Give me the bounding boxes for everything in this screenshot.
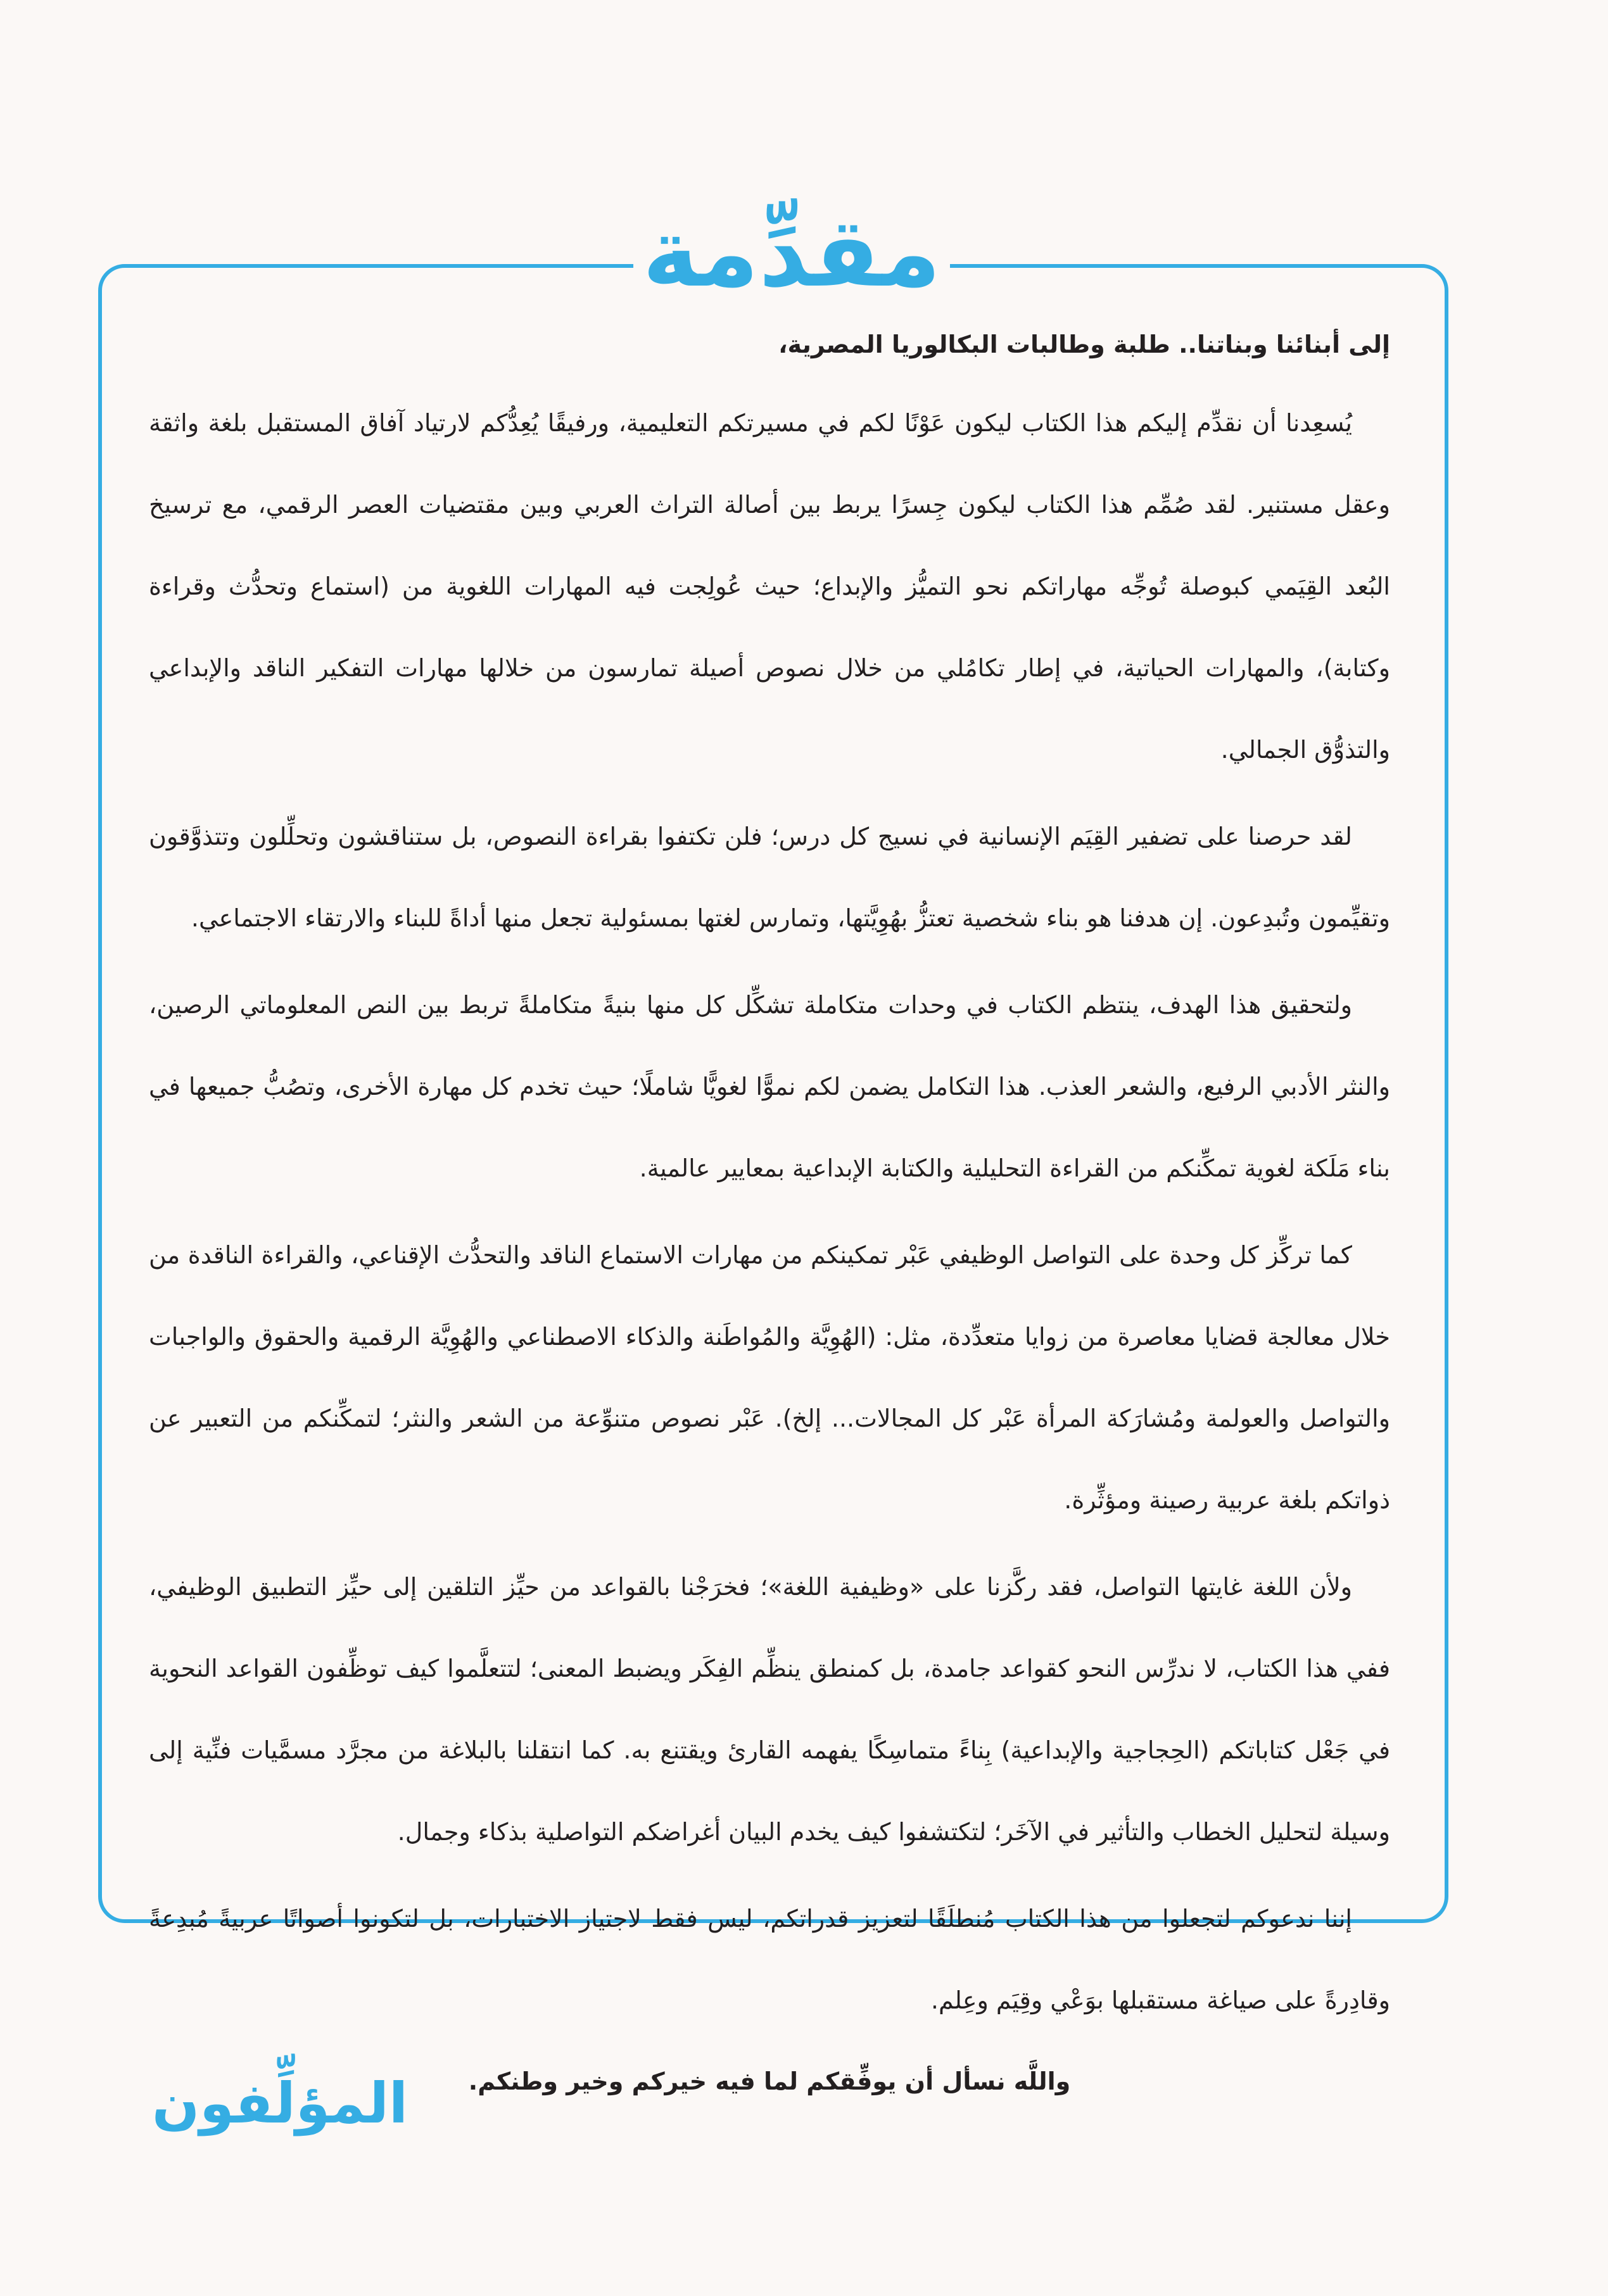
introduction-body (149, 310, 1390, 2116)
closing-line: واللَّه نسأل أن يوفِّقكم لما فيه خيركم وخير وطنكم. (468, 2067, 1071, 2095)
paragraph-1: يُسعِدنا أن نقدِّم إليكم هذا الكتاب ليكون عَوْنًا لكم في مسيرتكم التعليمية، ورفيقًا يُعِدُّكم لارتياد آفاق المستقبل بلغة واثقة وعقل مستنير. لقد صُمِّم هذا الكتاب ليكون جِسرًا يربط بين أصالة التراث العربي وبين مقتضيات العصر الرقمي، مع ترسيخ البُعد القِيَمي كبوصلة تُوجِّه مهاراتكم نحو التميُّز والإبداع؛ حيث عُولِجت فيه المهارات اللغوية من (استماع وتحدُّث وقراءة وكتابة)، والمهارات الحياتية، في إطار تكامُلي من خلال نصوص أصيلة تمارسون من خلالها مهارات التفكير الناقد والإبداعي والتذوُّق الجمالي. (149, 409, 1390, 764)
paragraph-2: لقد حرصنا على تضفير القِيَم الإنسانية في نسيج كل درس؛ فلن تكتفوا بقراءة النصوص، بل ستناقشون وتحلِّلون وتتذوَّقون وتقيِّمون وتُبدِعون. إن هدفنا هو بناء شخصية تعتزُّ بهُوِيَّتها، وتمارس لغتها بمسئولية تجعل منها أداةً للبناء والارتقاء الاجتماعي. (149, 823, 1390, 932)
page-title: مقدِّمة (642, 198, 941, 308)
paragraph-4: كما تركِّز كل وحدة على التواصل الوظيفي عَبْر تمكينكم من مهارات الاستماع الناقد والتحدُّث الإقناعي، والقراءة الناقدة من خلال معالجة قضايا معاصرة من زوايا متعدِّدة، مثل: (الهُوِيَّة والمُواطَنة والذكاء الاصطناعي والهُوِيَّة الرقمية والحقوق والواجبات والتواصل والعولمة ومُشارَكة المرأة عَبْر كل المجالات... إلخ). عَبْر نصوص متنوِّعة من الشعر والنثر؛ لتمكِّنكم من التعبير عن ذواتكم بلغة عربية رصينة ومؤثِّرة. (149, 1241, 1390, 1514)
addressee-line: إلى أبنائنا وبناتنا.. طلبة وطالبات البكالوريا المصرية، (778, 331, 1390, 358)
authors-signature: المؤلِّفون (152, 2071, 408, 2136)
paragraph-3: ولتحقيق هذا الهدف، ينتظم الكتاب في وحدات متكاملة تشكِّل كل منها بنيةً متكاملةً تربط بين النص المعلوماتي الرصين، والنثر الأدبي الرفيع، والشعر العذب. هذا التكامل يضمن لكم نموًّا لغويًّا شاملًا؛ حيث تخدم كل مهارة الأخرى، وتصُبُّ جميعها في بناء مَلَكة لغوية تمكِّنكم من القراءة التحليلية والكتابة الإبداعية بمعايير عالمية. (149, 991, 1390, 1182)
title-banner (633, 190, 950, 317)
paragraph-5: ولأن اللغة غايتها التواصل، فقد ركَّزنا على «وظيفية اللغة»؛ فخرَجْنا بالقواعد من حيِّز التلقين إلى حيِّز التطبيق الوظيفي، ففي هذا الكتاب، لا ندرِّس النحو كقواعد جامدة، بل كمنطق ينظِّم الفِكَر ويضبط المعنى؛ لتتعلَّموا كيف توظِّفون القواعد النحوية في جَعْل كتاباتكم (الحِجاجية والإبداعية) بِناءً متماسِكًا يفهمه القارئ ويقتنع به. كما انتقلنا بالبلاغة من مجرَّد مسمَّيات فنِّية إلى وسيلة لتحليل الخطاب والتأثير في الآخَر؛ لتكتشفوا كيف يخدم البيان أغراضكم التواصلية بذكاء وجمال. (149, 1573, 1390, 1846)
paragraph-6: إننا ندعوكم لتجعلوا من هذا الكتاب مُنطلَقًا لتعزيز قدراتكم، ليس فقط لاجتياز الاختبارات، بل لتكونوا أصواتًا عربيةً مُبدِعةً وقادِرةً على صياغة مستقبلها بوَعْي وقِيَم وعِلم. (149, 1905, 1390, 2014)
